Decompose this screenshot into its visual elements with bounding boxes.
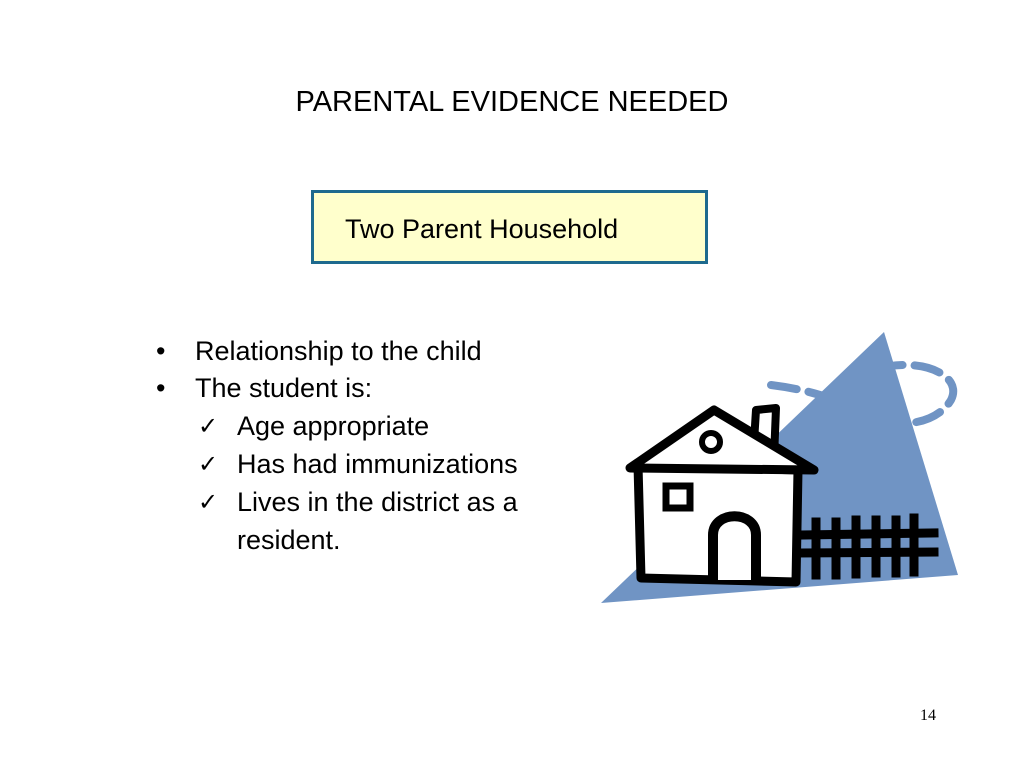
bullet-marker: • xyxy=(156,373,166,403)
subtitle-text: Two Parent Household xyxy=(345,214,619,244)
check-item xyxy=(153,483,557,559)
check-text: Has had immunizations xyxy=(237,449,518,479)
house-door xyxy=(713,516,756,580)
bullet-item xyxy=(153,333,583,370)
bullet-marker: • xyxy=(156,336,166,366)
check-item xyxy=(153,407,583,445)
slide-title: PARENTAL EVIDENCE NEEDED xyxy=(295,86,729,118)
house-round-window xyxy=(702,433,720,451)
check-text: Lives in the district as a resident. xyxy=(237,487,518,555)
house-window xyxy=(666,486,690,508)
bullet-text: The student is: xyxy=(195,373,373,403)
check-text: Age appropriate xyxy=(237,411,430,441)
bullet-item xyxy=(153,370,583,407)
subtitle-box xyxy=(311,190,708,264)
check-item xyxy=(153,445,583,483)
check-icon: ✓ xyxy=(198,450,219,478)
house-with-fence-icon xyxy=(596,330,961,608)
page-number: 14 xyxy=(920,707,936,724)
bullet-text: Relationship to the child xyxy=(195,336,482,366)
check-icon: ✓ xyxy=(198,488,219,516)
bullet-list xyxy=(153,333,583,559)
check-icon: ✓ xyxy=(198,412,219,440)
